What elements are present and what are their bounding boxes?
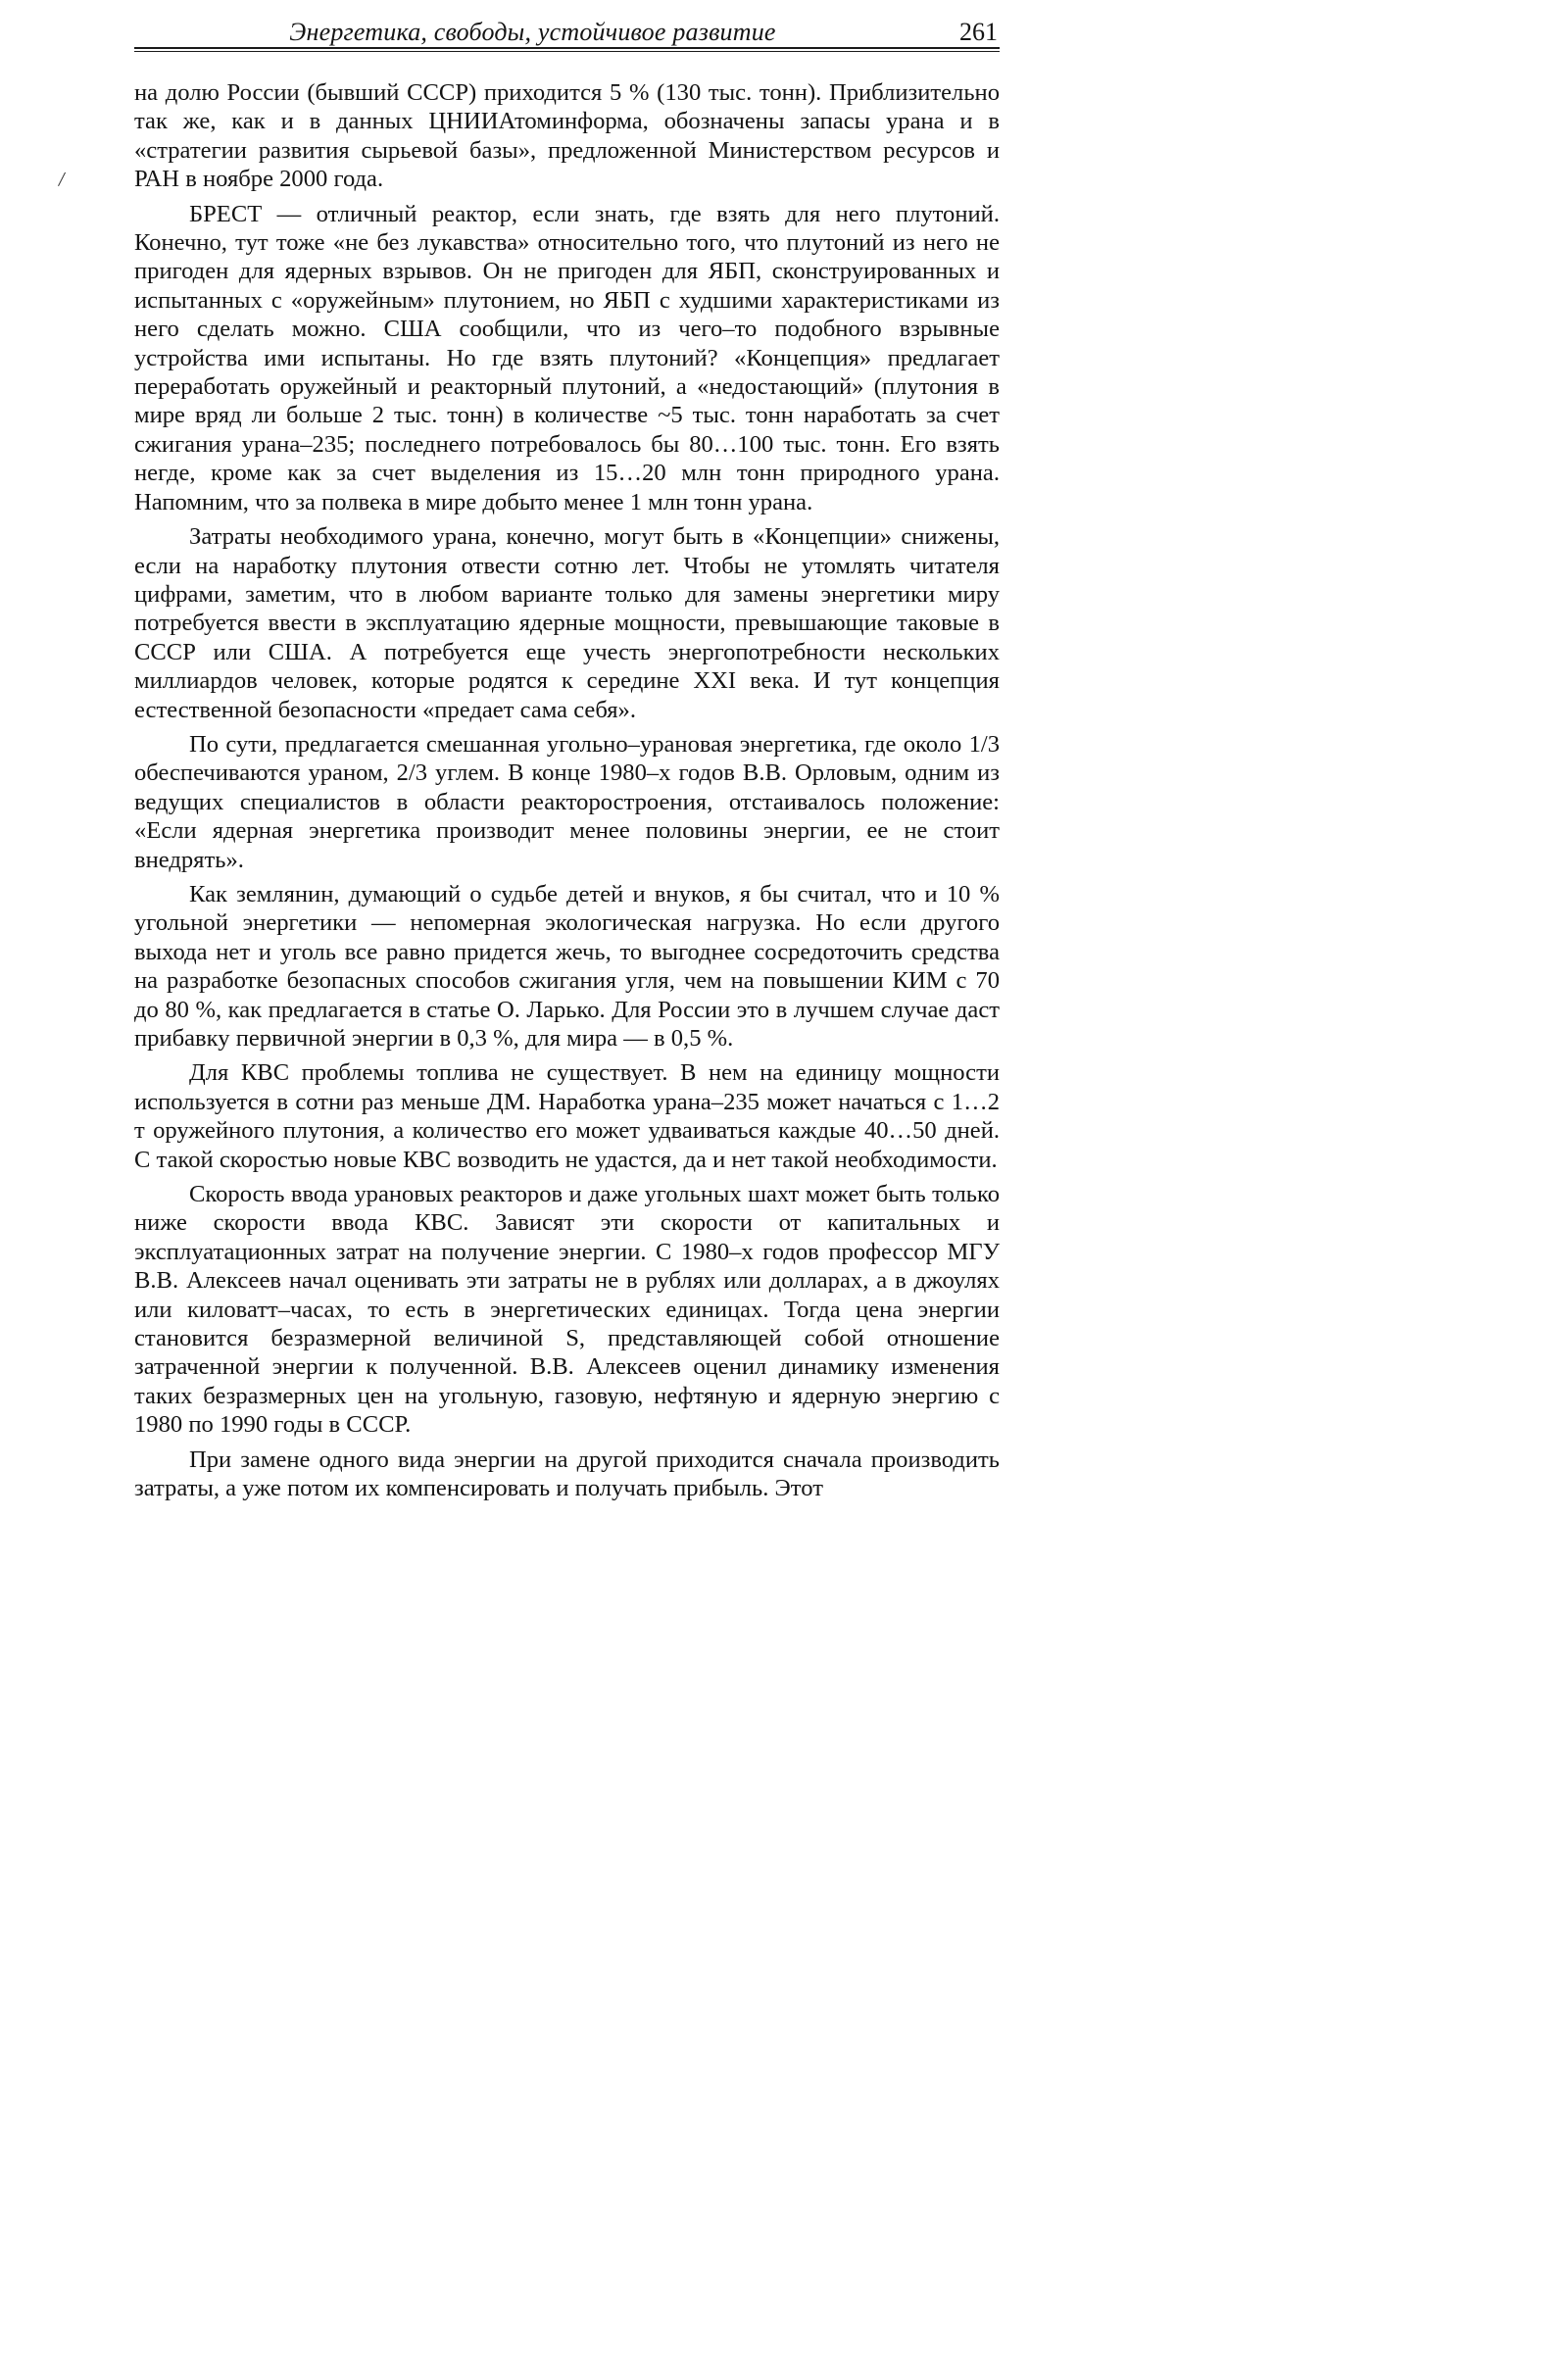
running-head: [134, 14, 1000, 47]
book-page: [0, 0, 1026, 1568]
header-rule-thick: [134, 47, 1000, 49]
header-rule-thin: [134, 51, 1000, 52]
paragraph-6: Для КВС проблемы топлива не существует. В нем на единицу мощности используется в сотни раз меньше ДМ. Наработка урана–235 может начаться с 1…2 т оружейного плутония, а количество его может удваиваться каждые 40…50 дней. С такой скоростью новые КВС возводить не удастся, да и нет такой необходимости.: [134, 1059, 1000, 1173]
margin-pencil-mark: /: [57, 166, 67, 192]
body-text: [134, 78, 1000, 1509]
page-number: 261: [959, 18, 998, 46]
paragraph-4: По сути, предлагается смешанная угольно–урановая энергетика, где около 1/3 обеспечиваются ураном, 2/3 углем. В конце 1980–х годов В.В. Орловым, одним из ведущих специалистов в области реакторостроения, отстаивалось положение: «Если ядерная энергетика производит менее половины энергии, ее не стоит внедрять».: [134, 730, 1000, 873]
paragraph-8: При замене одного вида энергии на другой приходится сначала производить затраты, а уже потом их компенсировать и получать прибыль. Этот: [134, 1446, 1000, 1502]
paragraph-5: Как землянин, думающий о судьбе детей и внуков, я бы считал, что и 10 % угольной энергетики — непомерная экологическая нагрузка. Но если другого выхода нет и уголь все равно придется жечь, то выгоднее сосредоточить средства на разработке безопасных способов сжигания угля, чем на повышении КИМ с 70 до 80 %, как предлагается в статье О. Ларько. Для России это в лучшем случае даст прибавку первичной энергии в 0,3 %, для мира — в 0,5 %.: [134, 880, 1000, 1052]
paragraph-7: Скорость ввода урановых реакторов и даже угольных шахт может быть только ниже скорости ввода КВС. Зависят эти скорости от капитальных и эксплуатационных затрат на получение энергии. С 1980–х годов профессор МГУ В.В. Алексеев начал оценивать эти затраты не в рублях или долларах, а в джоулях или киловатт–часах, то есть в энергетических единицах. Тогда цена энергии становится безразмерной величиной S, представляющей собой отношение затраченной энергии к полученной. В.В. Алексеев оценил динамику изменения таких безразмерных цен на угольную, газовую, нефтяную и ядерную энергию с 1980 по 1990 годы в СССР.: [134, 1181, 1000, 1439]
paragraph-3: Затраты необходимого урана, конечно, могут быть в «Концепции» снижены, если на наработку плутония отвести сотню лет. Чтобы не утомлять читателя цифрами, заметим, что в любом варианте только для замены энергетики миру потребуется ввести в эксплуатацию ядерные мощности, превышающие таковые в СССР или США. А потребуется еще учесть энергопотребности нескольких миллиардов человек, которые родятся к середине XXI века. И тут концепция естественной безопасности «предает сама себя».: [134, 523, 1000, 723]
paragraph-2: БРЕСТ — отличный реактор, если знать, где взять для него плутоний. Конечно, тут тоже «не без лукавства» относительно того, что плутоний из него не пригоден для ядерных взрывов. Он не пригоден для ЯБП, сконструированных и испытанных с «оружейным» плутонием, но ЯБП с худшими характеристиками из него сделать можно. США сообщили, что из чего–то подобного взрывные устройства ими испытаны. Но где взять плутоний? «Концепция» предлагает переработать оружейный и реакторный плутоний, а «недостающий» (плутония в мире вряд ли больше 2 тыс. тонн) в количестве ~5 тыс. тонн наработать за счет сжигания урана–235; последнего потребовалось бы 80…100 тыс. тонн. Его взять негде, кроме как за счет выделения из 15…20 млн тонн природного урана. Напомним, что за полвека в мире добыто менее 1 млн тонн урана.: [134, 200, 1000, 515]
paragraph-1: на долю России (бывший СССР) приходится 5 % (130 тыс. тонн). Приблизительно так же, как и в данных ЦНИИАтоминформа, обозначены запасы урана и в «стратегии развития сырьевой базы», предложенной Министерством ресурсов и РАН в ноябре 2000 года.: [134, 79, 1000, 193]
running-title: Энергетика, свободы, устойчивое развитие: [289, 18, 776, 46]
